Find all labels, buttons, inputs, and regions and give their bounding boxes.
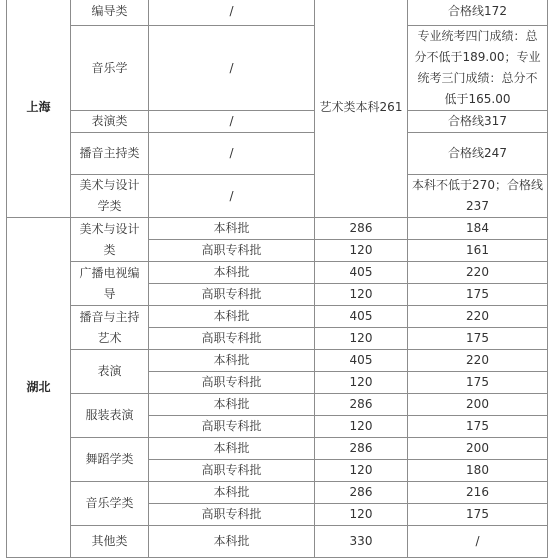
major-score-cell: 216 xyxy=(408,482,548,504)
batch-cell: / xyxy=(149,0,315,26)
major-score-cell: 175 xyxy=(408,416,548,438)
batch-cell: 本科批 xyxy=(149,350,315,372)
culture-score-cell: 286 xyxy=(315,394,408,416)
batch-cell: 高职专科批 xyxy=(149,328,315,350)
batch-cell: 本科批 xyxy=(149,526,315,558)
batch-cell: 本科批 xyxy=(149,394,315,416)
batch-cell: / xyxy=(149,175,315,218)
category-cell: 其他类 xyxy=(71,526,149,558)
category-cell: 编导类 xyxy=(71,0,149,26)
shared-line-cell xyxy=(315,0,408,218)
category-cell: 表演类 xyxy=(71,111,149,133)
batch-cell: 高职专科批 xyxy=(149,504,315,526)
category-cell: 服装表演 xyxy=(71,394,149,438)
category-cell: 美术与设计学类 xyxy=(71,175,149,218)
batch-cell: / xyxy=(149,26,315,111)
score-table xyxy=(6,0,548,558)
category-cell: 播音主持类 xyxy=(71,133,149,175)
batch-cell: 本科批 xyxy=(149,482,315,504)
batch-cell: / xyxy=(149,111,315,133)
culture-score-cell: 120 xyxy=(315,328,408,350)
category-cell: 播音与主持艺术 xyxy=(71,306,149,350)
line-cell: 专业统考四门成绩：总分不低于189.00；专业统考三门成绩：总分不低于165.00 xyxy=(408,26,548,111)
major-score-cell: 175 xyxy=(408,372,548,394)
province-cell: 湖北 xyxy=(7,218,71,558)
culture-score-cell: 120 xyxy=(315,504,408,526)
batch-cell: 本科批 xyxy=(149,262,315,284)
batch-cell: 本科批 xyxy=(149,306,315,328)
culture-score-cell: 405 xyxy=(315,306,408,328)
category-cell: 表演 xyxy=(71,350,149,394)
culture-score-cell: 120 xyxy=(315,240,408,262)
major-score-cell: 180 xyxy=(408,460,548,482)
category-cell: 舞蹈学类 xyxy=(71,438,149,482)
major-score-cell: 184 xyxy=(408,218,548,240)
category-cell: 美术与设计类 xyxy=(71,218,149,262)
line-cell: 合格线172 xyxy=(408,0,548,26)
major-score-cell: 200 xyxy=(408,394,548,416)
batch-cell: 高职专科批 xyxy=(149,284,315,306)
culture-score-cell: 120 xyxy=(315,416,408,438)
culture-score-cell: 120 xyxy=(315,460,408,482)
major-score-cell: 220 xyxy=(408,306,548,328)
major-score-cell: 161 xyxy=(408,240,548,262)
culture-score-cell: 405 xyxy=(315,262,408,284)
culture-score-cell: 330 xyxy=(315,526,408,558)
category-cell: 音乐学 xyxy=(71,26,149,111)
major-score-cell: / xyxy=(408,526,548,558)
line-cell: 本科不低于270；合格线237 xyxy=(408,175,548,218)
major-score-cell: 220 xyxy=(408,262,548,284)
batch-cell: 本科批 xyxy=(149,218,315,240)
major-score-cell: 200 xyxy=(408,438,548,460)
category-cell: 音乐学类 xyxy=(71,482,149,526)
culture-score-cell: 120 xyxy=(315,372,408,394)
culture-score-cell: 405 xyxy=(315,350,408,372)
category-cell: 广播电视编导 xyxy=(71,262,149,306)
batch-cell: 本科批 xyxy=(149,438,315,460)
culture-score-cell: 286 xyxy=(315,482,408,504)
batch-cell: 高职专科批 xyxy=(149,460,315,482)
major-score-cell: 220 xyxy=(408,350,548,372)
province-cell: 上海 xyxy=(7,0,71,218)
shared-line-text: 艺术类本科261 xyxy=(319,99,403,114)
line-cell: 合格线317 xyxy=(408,111,548,133)
batch-cell: 高职专科批 xyxy=(149,240,315,262)
culture-score-cell: 286 xyxy=(315,218,408,240)
major-score-cell: 175 xyxy=(408,504,548,526)
batch-cell: / xyxy=(149,133,315,175)
culture-score-cell: 120 xyxy=(315,284,408,306)
culture-score-cell: 286 xyxy=(315,438,408,460)
line-cell: 合格线247 xyxy=(408,133,548,175)
major-score-cell: 175 xyxy=(408,328,548,350)
major-score-cell: 175 xyxy=(408,284,548,306)
batch-cell: 高职专科批 xyxy=(149,372,315,394)
batch-cell: 高职专科批 xyxy=(149,416,315,438)
